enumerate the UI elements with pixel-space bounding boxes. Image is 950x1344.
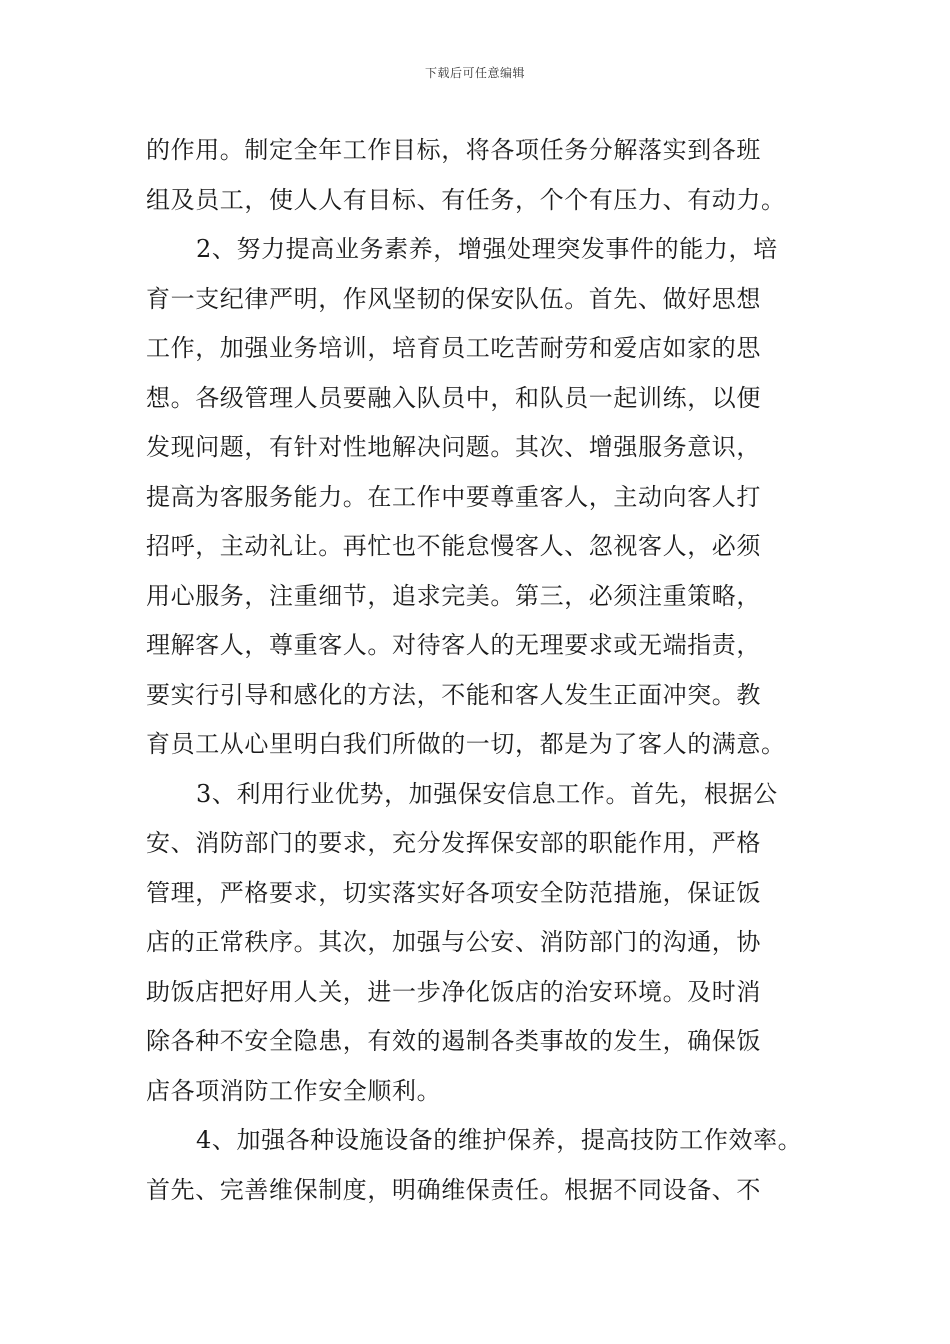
paragraph-start-line: 2、努力提高业务素养，增强处理突发事件的能力，培 bbox=[196, 235, 778, 263]
text-line: 安、消防部门的要求，充分发挥保安部的职能作用，严格 bbox=[146, 829, 761, 857]
text-line: 组及员工，使人人有目标、有任务，个个有压力、有动力。 bbox=[146, 185, 786, 214]
text-line: 要实行引导和感化的方法，不能和客人发生正面冲突。教 bbox=[146, 680, 761, 709]
text-line: 理解客人，尊重客人。对待客人的无理要求或无端指责， bbox=[146, 631, 761, 659]
text-line: 发现问题，有针对性地解决问题。其次、增强服务意识， bbox=[146, 433, 761, 461]
paragraph-start-line: 3、利用行业优势，加强保安信息工作。首先，根据公 bbox=[196, 779, 778, 808]
text-line: 用心服务，注重细节，追求完美。第三，必须注重策略， bbox=[146, 581, 761, 610]
text-line: 想。各级管理人员要融入队员中，和队员一起训练，以便 bbox=[146, 383, 761, 412]
text-line: 工作，加强业务培训，培育员工吃苦耐劳和爱店如家的思 bbox=[146, 334, 761, 362]
text-line: 管理，严格要求，切实落实好各项安全防范措施，保证饭 bbox=[146, 878, 761, 907]
text-line: 提高为客服务能力。在工作中要尊重客人，主动向客人打 bbox=[146, 482, 761, 511]
text-line: 招呼，主动礼让。再忙也不能怠慢客人、忽视客人，必须 bbox=[146, 532, 761, 560]
text-line: 助饭店把好用人关，进一步净化饭店的治安环境。及时消 bbox=[146, 977, 761, 1006]
paragraph-start-line: 4、加强各种设施设备的维护保养，提高技防工作效率。 bbox=[196, 1126, 803, 1154]
text-line: 首先、完善维保制度，明确维保责任。根据不同设备、不 bbox=[146, 1175, 761, 1204]
text-line: 除各种不安全隐患，有效的遏制各类事故的发生，确保饭 bbox=[146, 1027, 761, 1055]
text-line: 育员工从心里明白我们所做的一切，都是为了客人的满意。 bbox=[146, 730, 786, 758]
header-note: 下载后可任意编辑 bbox=[424, 66, 525, 80]
text-line: 的作用。制定全年工作目标，将各项任务分解落实到各班 bbox=[146, 136, 761, 164]
text-line: 店的正常秩序。其次，加强与公安、消防部门的沟通，协 bbox=[146, 928, 761, 956]
document-body bbox=[146, 126, 806, 1215]
text-line: 育一支纪律严明，作风坚韧的保安队伍。首先、做好思想 bbox=[146, 284, 761, 313]
text-line: 店各项消防工作安全顺利。 bbox=[146, 1076, 442, 1105]
